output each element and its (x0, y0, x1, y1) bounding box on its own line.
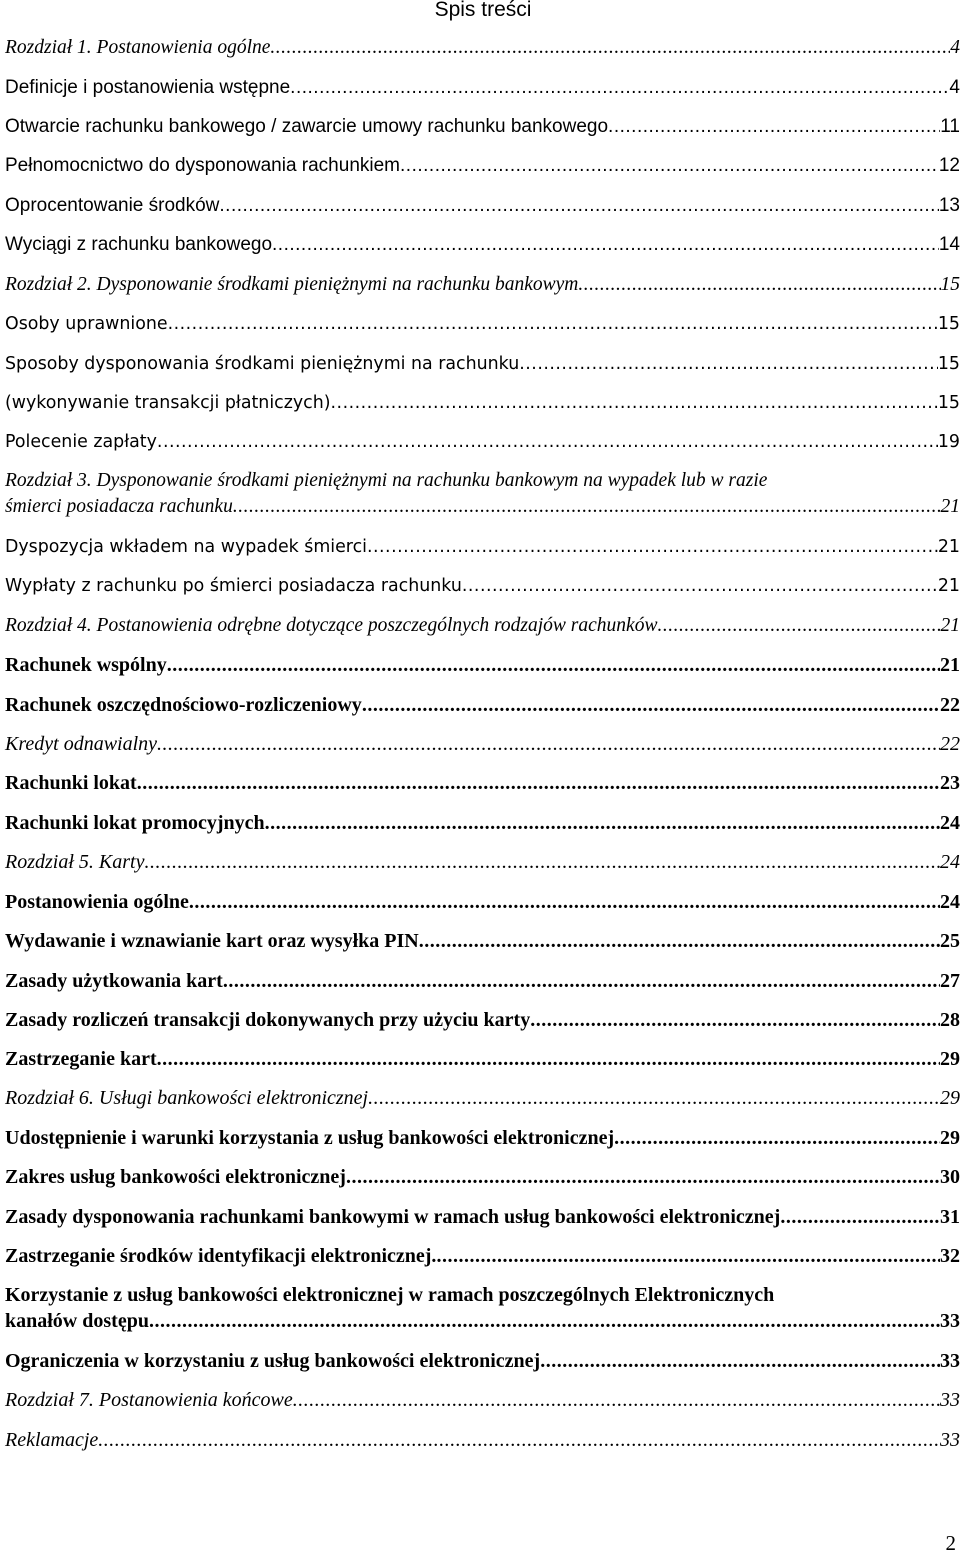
toc-page-number: 25 (940, 930, 960, 952)
toc-page-number: 4 (949, 77, 960, 98)
toc-entry[interactable] (5, 153, 960, 179)
page-number: 2 (945, 1531, 956, 1555)
toc-entry[interactable] (5, 968, 960, 994)
toc-page-number: 15 (940, 274, 960, 295)
toc-link[interactable] (5, 429, 960, 455)
toc-dot-leader (157, 1046, 940, 1072)
toc-page-number: 33 (940, 1389, 960, 1411)
toc-entry-title: Dyspozycja wkładem na wypadek śmierci (5, 537, 367, 557)
toc-page-number: 11 (940, 116, 960, 137)
toc-dot-leader (137, 770, 940, 796)
toc-entry[interactable] (5, 35, 960, 61)
page-title: Spis treści (434, 0, 532, 21)
toc-entry-title: Wydawanie i wznawianie kart oraz wysyłka PIN (5, 930, 419, 952)
toc-dot-leader (368, 1085, 940, 1111)
toc-entry[interactable] (5, 390, 960, 416)
toc-entry[interactable] (5, 351, 960, 377)
toc-link[interactable] (5, 311, 960, 337)
toc-entry[interactable] (5, 193, 960, 219)
toc-link[interactable] (5, 1046, 960, 1072)
toc-link[interactable] (5, 1125, 960, 1151)
toc-entry-title: Otwarcie rachunku bankowego / zawarcie umowy rachunku bankowego (5, 116, 609, 137)
toc-entry[interactable] (5, 114, 960, 140)
toc-page-number: 13 (938, 195, 960, 216)
toc-entry-title: Postanowienia ogólne (5, 891, 189, 913)
toc-dot-leader (608, 114, 940, 140)
toc-link[interactable] (5, 232, 960, 258)
toc-link[interactable] (5, 1282, 960, 1334)
toc-entry[interactable] (5, 468, 960, 520)
toc-page-number: 29 (940, 1087, 960, 1109)
toc-page-number: 15 (937, 354, 960, 374)
toc-dot-leader (530, 1007, 940, 1033)
toc-entry[interactable] (5, 1125, 960, 1151)
toc-entry-title-line1: Korzystanie z usług bankowości elektronicznej w ramach poszczególnych Elektronicznych (5, 1284, 775, 1306)
toc-entry[interactable] (5, 849, 960, 875)
toc-dot-leader (346, 1164, 940, 1190)
toc-entry[interactable] (5, 652, 960, 678)
toc-link[interactable] (5, 1243, 960, 1269)
toc-link[interactable] (5, 692, 960, 718)
toc-dot-leader (290, 75, 949, 101)
toc-dot-leader (149, 1308, 940, 1334)
toc-page-number: 30 (940, 1166, 960, 1188)
toc-link[interactable] (5, 468, 960, 520)
toc-entry[interactable] (5, 1007, 960, 1033)
toc-link[interactable] (5, 1427, 960, 1453)
toc-page-number: 15 (937, 314, 960, 334)
toc-entry-title: Zastrzeganie środków identyfikacji elektronicznej. (5, 1245, 437, 1267)
toc-entry[interactable] (5, 928, 960, 954)
toc-entry-title: Zasady rozliczeń transakcji dokonywanych przy użyciu karty (5, 1009, 531, 1031)
toc-link[interactable] (5, 613, 960, 639)
toc-entry[interactable] (5, 272, 960, 298)
toc-dot-leader (265, 810, 940, 836)
toc-entry-title: Rachunek oszczędnościowo-rozliczeniowy (5, 694, 362, 716)
toc-entry-title: Sposoby dysponowania środkami pieniężnymi na rachunku (5, 354, 520, 374)
toc-entry-title: Osoby uprawnione (5, 314, 168, 334)
toc-entry-title: Zastrzeganie kart (5, 1048, 157, 1070)
toc-dot-leader (157, 731, 940, 757)
toc-entry-title: Definicje i postanowienia wstępne (5, 77, 291, 98)
toc-link[interactable] (5, 351, 960, 377)
toc-page-number: 24 (940, 851, 960, 873)
toc-link[interactable] (5, 1007, 960, 1033)
toc-entry-title: Rachunki lokat (5, 772, 137, 794)
toc-entry[interactable] (5, 731, 960, 757)
toc-link[interactable] (5, 849, 960, 875)
toc-entry[interactable] (5, 692, 960, 718)
toc-link[interactable] (5, 390, 960, 416)
toc-page-number: 32 (940, 1245, 960, 1267)
toc-page-number: 27 (940, 970, 960, 992)
toc-dot-leader (223, 968, 940, 994)
toc-dot-leader (578, 272, 940, 298)
toc-entry-title: Reklamacje (5, 1429, 99, 1451)
toc-entry-title-line2: śmierci posiadacza rachunku (5, 496, 233, 517)
toc-dot-leader (367, 534, 938, 560)
toc-entry[interactable] (5, 1085, 960, 1111)
toc-link[interactable] (5, 928, 960, 954)
toc-page-number: 33 (940, 1350, 960, 1372)
toc-entry-title: Rozdział 5. Karty (5, 851, 145, 873)
toc-link[interactable] (5, 1348, 960, 1374)
toc-link[interactable] (5, 272, 960, 298)
toc-entry[interactable] (5, 889, 960, 915)
toc-entry-title: Pełnomocnictwo do dysponowania rachunkiem (5, 155, 401, 176)
toc-link[interactable] (5, 35, 960, 61)
toc-entry[interactable] (5, 429, 960, 455)
toc-entry[interactable] (5, 770, 960, 796)
toc-page-number: 19 (937, 432, 960, 452)
toc-link[interactable] (5, 75, 960, 101)
toc-link[interactable] (5, 652, 960, 678)
toc-entry-title: Udostępnienie i warunki korzystania z usług bankowości elektronicznej (5, 1127, 615, 1149)
toc-dot-leader (144, 849, 940, 875)
toc-page-number: 21 (940, 496, 960, 517)
toc-page-number: 15 (937, 393, 960, 413)
toc-entry-title: Zakres usług bankowości elektronicznej (5, 1166, 346, 1188)
toc-entry[interactable] (5, 232, 960, 258)
toc-dot-leader (189, 889, 940, 915)
toc-dot-leader (270, 35, 950, 61)
toc-entry[interactable] (5, 1427, 960, 1453)
toc-page-number: 24 (940, 812, 960, 834)
toc-entry[interactable] (5, 810, 960, 836)
toc-page-number: 33 (940, 1429, 960, 1451)
toc-dot-leader (362, 692, 940, 718)
toc-entry[interactable] (5, 1164, 960, 1190)
toc-link[interactable] (5, 573, 960, 599)
toc-link[interactable] (5, 1164, 960, 1190)
toc-entry-title: Wypłaty z rachunku po śmierci posiadacza rachunku (5, 576, 462, 596)
toc-dot-leader (657, 613, 940, 639)
toc-entry-title: (wykonywanie transakcji płatniczych) (5, 393, 331, 413)
toc-link[interactable] (5, 968, 960, 994)
toc-dot-leader (331, 390, 938, 416)
toc-dot-leader (167, 652, 940, 678)
toc-link[interactable] (5, 770, 960, 796)
toc-page-number: 12 (938, 155, 960, 176)
toc-page-number: 31 (940, 1206, 960, 1228)
toc-dot-leader (272, 232, 939, 258)
toc-entry[interactable] (5, 1243, 960, 1269)
toc-entry[interactable] (5, 573, 960, 599)
toc-page-number: 24 (940, 891, 960, 913)
toc-dot-leader (219, 193, 938, 219)
toc-entry-title: Oprocentowanie środków (5, 195, 220, 216)
toc-dot-leader (157, 429, 938, 455)
toc-link[interactable] (5, 731, 960, 757)
toc-entry[interactable] (5, 1387, 960, 1413)
toc-entry[interactable] (5, 613, 960, 639)
toc-link[interactable] (5, 114, 960, 140)
toc-page-number: 22 (940, 733, 960, 755)
toc-entry-title: Rachunek wspólny (5, 654, 167, 676)
toc-dot-leader (400, 153, 939, 179)
toc-dot-leader (436, 1243, 940, 1269)
toc-entry-title: Rozdział 2. Dysponowanie środkami pieniężnymi na rachunku bankowym (5, 274, 579, 295)
toc-entry-title: Zasady dysponowania rachunkami bankowymi w ramach usług bankowości elektronicznej (5, 1206, 781, 1228)
toc-page-number: 21 (940, 615, 960, 636)
toc-page-number: 22 (940, 694, 960, 716)
toc-link[interactable] (5, 810, 960, 836)
toc-page-number: 29 (940, 1048, 960, 1070)
toc-entry[interactable] (5, 1348, 960, 1374)
toc-entry-title-line1: Rozdział 3. Dysponowanie środkami pieniężnymi na rachunku bankowym na wypadek lub w razie (5, 470, 768, 491)
toc-page-number: 21 (937, 576, 960, 596)
toc-link[interactable] (5, 1387, 960, 1413)
toc-entry-title-line2: kanałów dostępu (5, 1310, 149, 1332)
toc-entry-title: Polecenie zapłaty (5, 432, 157, 452)
toc-entry[interactable] (5, 1204, 960, 1230)
toc-dot-leader (98, 1427, 940, 1453)
toc-entry[interactable] (5, 534, 960, 560)
toc-link[interactable] (5, 534, 960, 560)
toc-page-number: 14 (938, 234, 960, 255)
toc-entry[interactable] (5, 75, 960, 101)
toc-link[interactable] (5, 153, 960, 179)
toc-entry-title: Rozdział 1. Postanowienia ogólne (5, 37, 271, 58)
toc-dot-leader (780, 1204, 940, 1230)
toc-entry-title: Wyciągi z rachunku bankowego (5, 234, 273, 255)
toc-entry-title: Rachunki lokat promocyjnych (5, 812, 265, 834)
toc-dot-leader (519, 351, 938, 377)
toc-dot-leader (293, 1387, 940, 1413)
toc-entry-title: Ograniczenia w korzystaniu z usług bankowości elektronicznej (5, 1350, 541, 1372)
toc-dot-leader (419, 928, 940, 954)
toc-entry-title: Zasady użytkowania kart (5, 970, 223, 992)
toc-page-number: 23 (940, 772, 960, 794)
toc-link[interactable] (5, 193, 960, 219)
toc-entry-title: Rozdział 6. Usługi bankowości elektronicznej (5, 1087, 369, 1109)
toc-dot-leader (540, 1348, 940, 1374)
toc-page-number: 4 (950, 37, 960, 58)
toc-entry[interactable] (5, 1046, 960, 1072)
toc-page-number: 33 (940, 1310, 960, 1332)
toc-entry-title: Kredyt odnawialny (5, 733, 158, 755)
toc-page-number: 21 (937, 537, 960, 557)
toc-dot-leader (462, 573, 938, 599)
toc-dot-leader (168, 311, 938, 337)
toc-entry[interactable] (5, 1282, 960, 1334)
toc-entry[interactable] (5, 311, 960, 337)
toc-link[interactable] (5, 889, 960, 915)
toc-entry-title: Rozdział 7. Postanowienia końcowe (5, 1389, 293, 1411)
toc-page-number: 29 (940, 1127, 960, 1149)
toc-page-number: 21 (940, 654, 960, 676)
toc-link[interactable] (5, 1204, 960, 1230)
toc-link[interactable] (5, 1085, 960, 1111)
toc-entry-title: Rozdział 4. Postanowienia odrębne dotyczące poszczególnych rodzajów rachunków (5, 615, 658, 636)
toc-dot-leader (233, 494, 941, 520)
toc-dot-leader (614, 1125, 940, 1151)
toc-page-number: 28 (940, 1009, 960, 1031)
